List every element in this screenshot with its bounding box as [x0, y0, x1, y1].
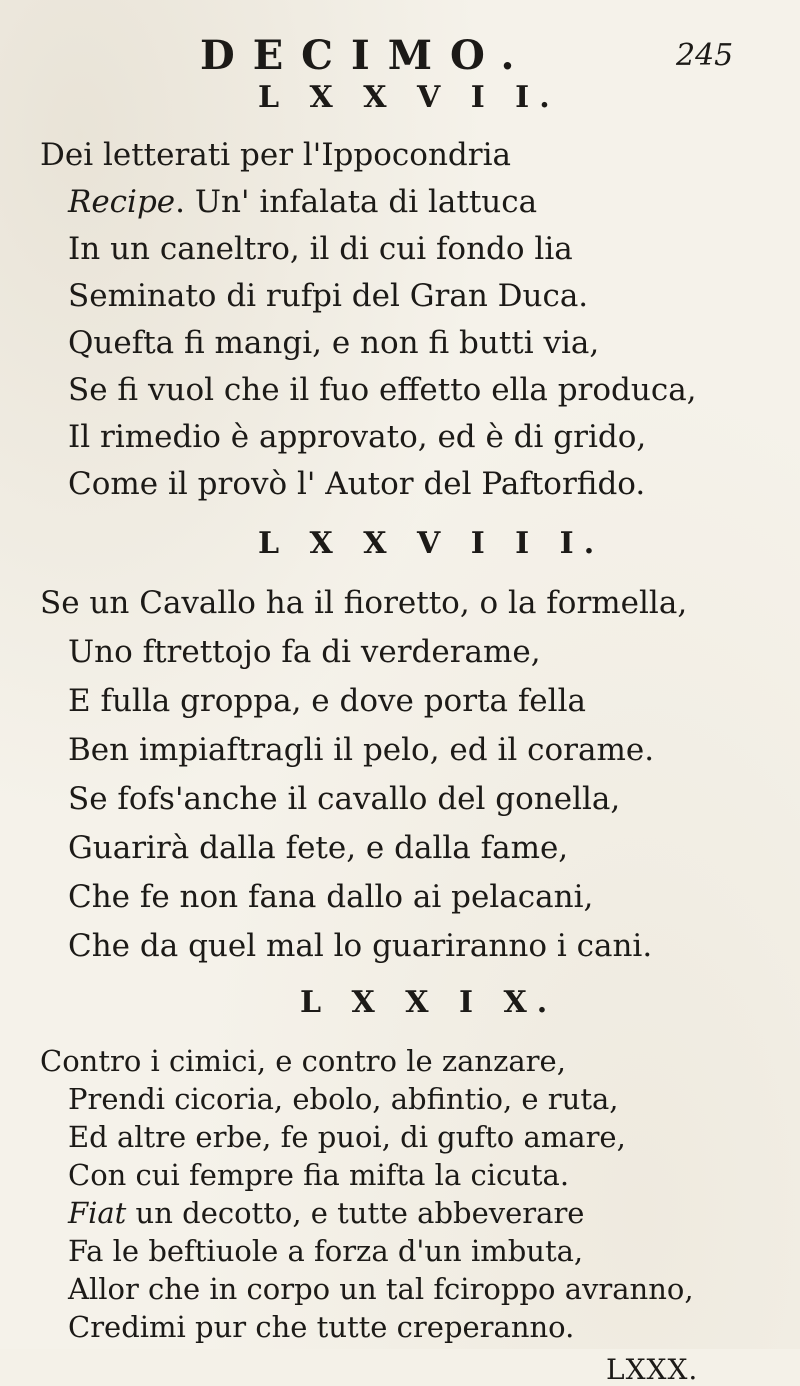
poem-line: E fulla groppa, e dove porta fella — [68, 683, 586, 719]
poem-line — [68, 184, 538, 220]
poem-line-text: Contro i cimici, e contro le zanzare, — [40, 1044, 566, 1078]
section-heading-lxxvii: L X X V I I. — [258, 80, 560, 115]
section-heading-lxxviii: L X X V I I I. — [258, 526, 605, 561]
poem-line — [68, 1272, 694, 1306]
section-heading-lxxix: L X X I X. — [300, 985, 558, 1020]
catchword: LXXX. — [606, 1353, 699, 1386]
poem-line — [68, 1158, 570, 1192]
poem-line-text: un decotto, e tutte abbeverare — [126, 1196, 585, 1230]
poem-line: Il rimedio è approvato, ed è di grido, — [68, 419, 647, 455]
poem-line: Dei letterati per l'Ippocondria — [40, 137, 511, 173]
poem-line — [68, 1120, 626, 1154]
poem-line-text: Allor che in corpo un tal fciroppo avranno, — [68, 1272, 694, 1306]
poem-line: Seminato di rufpi del Gran Duca. — [68, 278, 589, 314]
poem-line: Quefta fi mangi, e non fi butti via, — [68, 325, 600, 361]
poem-line-text: Con cui fempre fia mifta la cicuta. — [68, 1158, 570, 1192]
poem-line — [68, 1234, 584, 1268]
poem-line — [68, 1196, 585, 1230]
poem-line: Che fe non fana dallo ai pelacani, — [68, 879, 594, 915]
poem-line-text: Fa le beftiuole a forza d'un imbuta, — [68, 1234, 584, 1268]
poem-line — [68, 1082, 619, 1116]
fiat-word: Fiat — [68, 1196, 127, 1230]
poem-line — [68, 1310, 575, 1344]
poem-line: Ben impiaftragli il pelo, ed il corame. — [68, 732, 655, 768]
poem-line-text: Ed altre erbe, fe puoi, di gufto amare, — [68, 1120, 626, 1154]
poem-line: Uno ftrettojo fa di verderame, — [68, 634, 541, 670]
poem-line: Che da quel mal lo guariranno i cani. — [68, 928, 653, 964]
poem-line: Se fofs'anche il cavallo del gonella, — [68, 781, 621, 817]
recipe-word: Recipe — [68, 184, 176, 220]
poem-line-text: Credimi pur che tutte creperanno. — [68, 1310, 575, 1344]
poem-line: In un caneltro, il di cui fondo lia — [68, 231, 573, 267]
poem-line-text: . Un' infalata di lattuca — [175, 184, 538, 220]
poem-line: Come il provò l' Autor del Paftorfido. — [68, 466, 646, 502]
poem-line: Se un Cavallo ha il fioretto, o la formella, — [40, 585, 688, 621]
poem-line: Se fi vuol che il fuo effetto ella produca, — [68, 372, 697, 408]
poem-line: Guarirà dalla fete, e dalla fame, — [68, 830, 569, 866]
running-head: DECIMO. — [200, 32, 533, 79]
poem-line-text: Prendi cicoria, ebolo, abfintio, e ruta, — [68, 1082, 619, 1116]
page-number: 245 — [676, 38, 734, 73]
poem-line — [40, 1044, 566, 1078]
